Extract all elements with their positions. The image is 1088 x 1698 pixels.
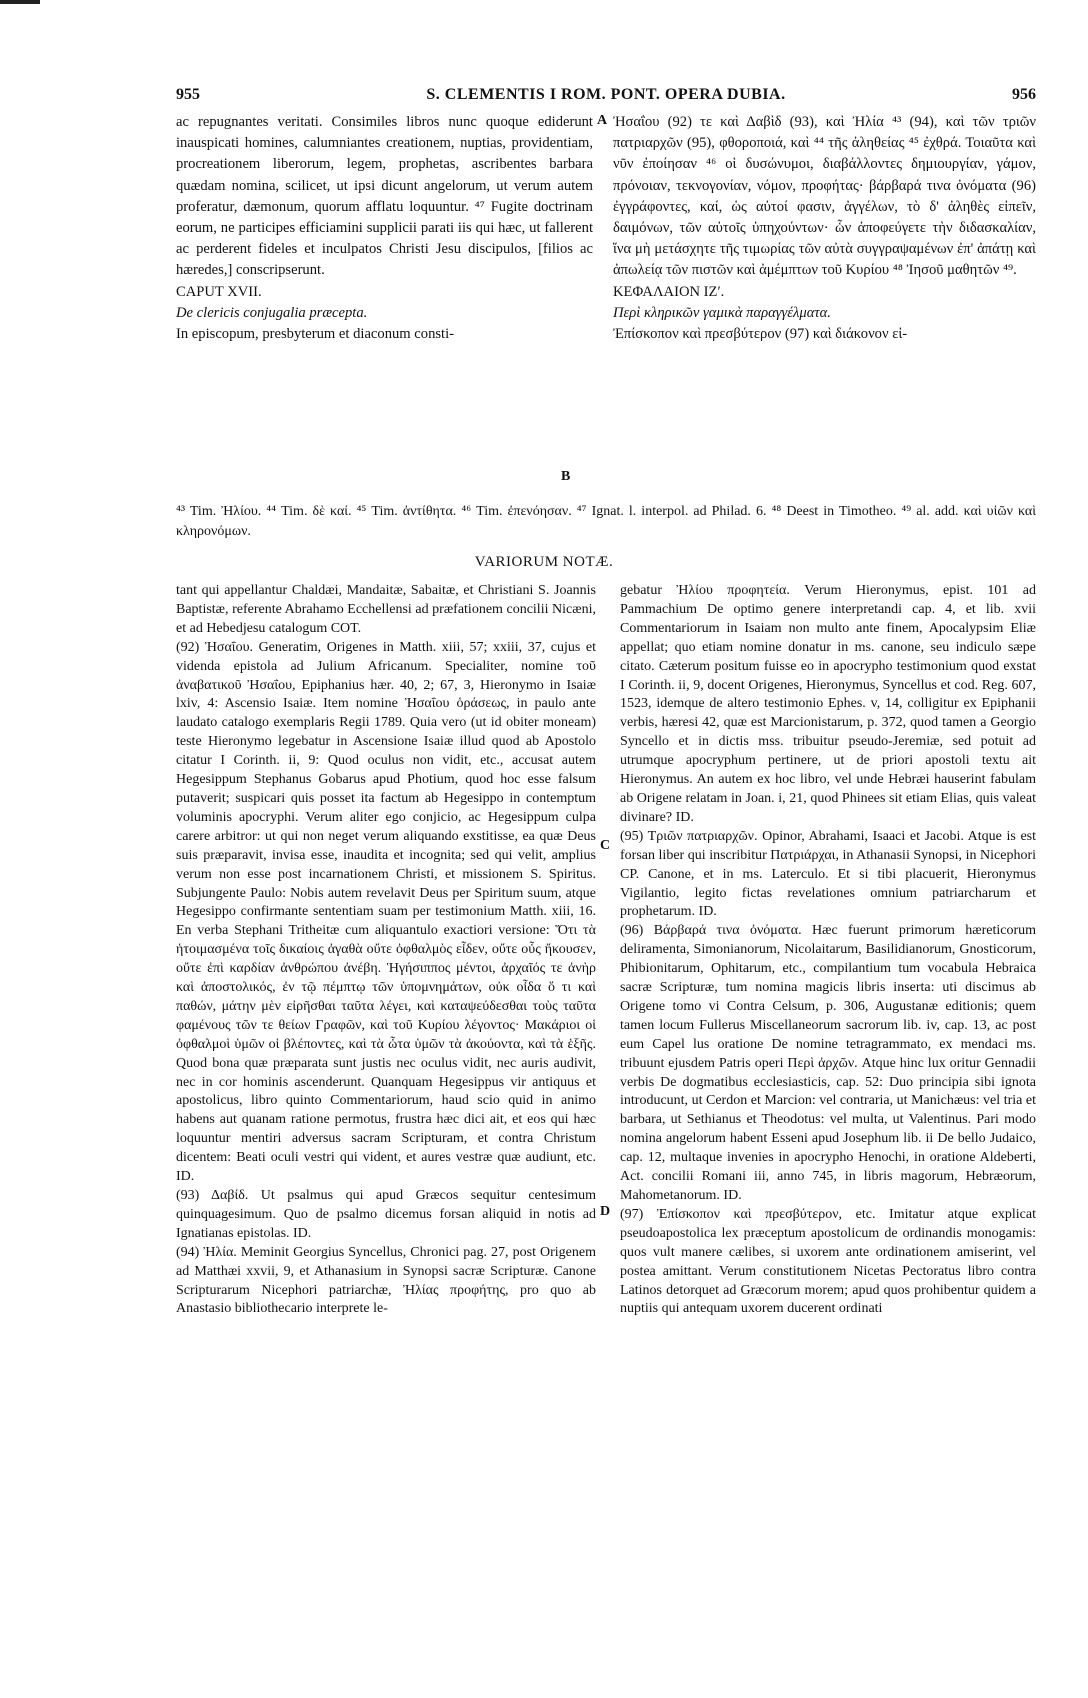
note-paragraph: tant qui appellantur Chaldæi, Mandaitæ, Sabaitæ, et Christiani S. Joannis Baptistæ, referente Abrahamo Ecchellensi ad præfationem concilii Nicæni, et ad Hebedjesu catalogum COT. <box>176 583 596 636</box>
variorum-notes <box>176 582 1036 1682</box>
latin-chapter-heading: CAPUT XVII. <box>176 283 262 300</box>
greek-chapter-subtitle: Περὶ κληρικῶν γαμικὰ παραγγέλματα. <box>613 304 831 321</box>
running-header <box>176 86 1036 110</box>
note-paragraph: (93) Δαβίδ. Ut psalmus qui apud Græcos sequitur centesimum quinquagesimum. Quo de psalmo dicemus forsan aliquid in notis ad Ignatianas epistolas. ID. <box>176 1188 596 1241</box>
main-text <box>176 112 1036 502</box>
running-title: S. CLEMENTIS I ROM. PONT. OPERA DUBIA. <box>426 86 786 103</box>
latin-chapter-subtitle: De clericis conjugalia præcepta. <box>176 304 368 321</box>
page-number-right: 956 <box>1012 86 1036 103</box>
notes-right-column <box>620 582 1036 1319</box>
note-paragraph: (97) Ἐπίσκοπον καὶ πρεσβύτερον, etc. Imitatur atque explicat pseudoapostolica lex præceptum apostolicum de ordinandis monogamis: quos vult manere cælibes, si uxorem ante ordinationem amiserint, vel postea amittant. Verum constitutionem Nicetas Pectoratus libro contra Latinos detorquet ad Græcorum morem; apud quos prohibentur quidem a nuptiis qui antequam uxorem ducerent ordinati <box>620 1206 1036 1317</box>
note-paragraph: (94) Ἠλία. Meminit Georgius Syncellus, Chronici pag. 27, post Origenem ad Matthæi xxvii, 9, et Athanasium in Synopsi sacræ Scripturæ. Canone Scripturarum Nicephori patriarchæ, Ἠλίας προφήτης, pro quo ab Anastasio bibliothecario interprete le- <box>176 1244 596 1317</box>
margin-letter-a: A <box>597 113 608 128</box>
note-paragraph: (95) Τριῶν πατριαρχῶν. Opinor, Abrahami, Isaaci et Jacobi. Atque is est forsan liber qui inscribitur Πατριάρχαι, in Athanasii Synopsi, in Nicephori CP. Canone, et in ms. Laterculo. Et si tibi placuerit, Hieronymus Vigilantio, legito fictas revelationes omnium patriarcharum et prophetarum. ID. <box>620 828 1036 920</box>
latin-paragraph-continued: In episcopum, presbyterum et diaconum consti- <box>176 326 455 343</box>
note-paragraph: (92) Ἠσαΐου. Generatim, Origenes in Matth. xiii, 57; xxiii, 37, cujus et videnda epistola ad Julium Africanum. Specialiter, nomine τοῦ ἀναβατικοῦ Ἠσαΐου, Epiphanius hær. 40, 2; 67, 3, Hieronymo in Isaiæ lxiv, 4: Ascensio Isaiæ. Item nomine Ἠσαΐου ὁράσεως, in paulo ante laudato catalogo exemplaris Regii 1789. Quia vero (ut id obiter moneam) teste Hieronymo legebatur in Ascensione Isaiæ illud quod ab Apostolo citatur I Corinth. ii, 9: Quod oculus non vidit, etc., accusat autem Hegesippum Stephanus Gobarus apud Photium, quod hoc esse falsum putaverit; suspicari quis posset ita factum ab Hegesippo in contemptum voluminis apocryphi. Verum aliter ego conjicio, ac Hegesippum culpa carere arbitror: ut qui non neget verum aliquando exstitisse, ea quæ Deus suis præparavit, invisa esse, inaudita et incognita; sed qui velit, amplius verum non esse post incarnationem Christi, et missionem S. Spiritus. Subjungente Paulo: Nobis autem revelavit Deus per Spiritum suum, atque Hegesippo confirmante sententiam suam per testimonium Matth. xiii, 16. En verba Stephani Tritheitæ cum aliquantulo exactiori versione: Ὅτι τὰ ἡτοιμασμένα τοῖς δικαίοις ἀγαθὰ οὔτε ὀφθαλμὸς εἶδεν, οὔτε οὖς ἤκουσεν, οὔτε ἐπὶ καρδίαν ἀνθρώπου ἀνέβη. Ἡγήσιππος μέντοι, ἀρχαῖός τε ἀνὴρ καὶ ἀποστολικός, ἐν τῷ πέμπτῳ τῶν ὑπομνημάτων, οὐκ οἶδα ὅ τι καὶ παθών, μάτην μὲν εἰρῆσθαι ταῦτα λέγει, καὶ καταψεύδεσθαι τοὺς ταῦτα φαμένους τῶν τε θείων Γραφῶν, καὶ τοῦ Κυρίου λέγοντος· Μακάριοι οἱ ὀφθαλμοὶ ὑμῶν οἱ βλέποντες, καὶ τὰ ὦτα ὑμῶν τὰ ἀκούοντα, καὶ τὰ ἑξῆς. Quod bona quæ præparata sunt justis nec oculus vidit, nec auris audivit, nec in cor hominis ascenderunt. Quanquam Hegesippus vir antiquus et apostolicus, libro quinto Commentariorum, haud scio quid in animo habens aut quanam ratione permotus, frustra hæc dici ait, et eos qui hæc loquuntur mentiri adversus sacram Scripturam, et contra Christum dicentem: Beati oculi vestri qui vident, et aures vestræ quæ audiunt, etc. ID. <box>176 639 596 1185</box>
page-number-left: 955 <box>176 86 200 103</box>
margin-letter-b: B <box>561 469 571 484</box>
greek-paragraph: Ἠσαΐου (92) τε καὶ Δαβὶδ (93), καὶ Ἠλία ⁴³ (94), καὶ τῶν τριῶν πατριαρχῶν (95), φθοροποιά, καὶ ⁴⁴ τῆς ἀληθείας ⁴⁵ ἐχθρά. Τοιαῦτα καὶ νῦν ἐποίησαν ⁴⁶ οἱ δυσώνυμοι, διαβάλλοντες δημιουργίαν, γάμον, πρόνοιαν, τεκνογονίαν, νόμον, προφήτας· βάρβαρά τινα ὀνόματα (96) ἐγγράφοντες, καί, ὡς αὐτοί φασιν, ἀγγέλων, τὸ δ' ἀληθὲς εἰπεῖν, δαιμόνων, τῶν αὐτοῖς ὑπηχούντων· ὧν ἀποφεύγετε τὴν διδασκαλίαν, ἵνα μὴ μετάσχητε τῆς τιμωρίας τῶν αὐτὰ συγγραψαμένων ἐπ' ἀπάτῃ καὶ ἀπωλείᾳ τῶν πιστῶν καὶ ἀμέμπτων τοῦ Κυρίου ⁴⁸ Ἰησοῦ μαθητῶν ⁴⁹. <box>613 114 1036 279</box>
greek-column <box>613 112 1036 345</box>
greek-chapter-heading: ΚΕΦΑΛΑΙΟΝ ΙΖʹ. <box>613 283 725 300</box>
greek-paragraph-continued: Ἐπίσκοπον καὶ πρεσβύτερον (97) καὶ διάκονον εἰ- <box>613 326 908 343</box>
margin-letter-d: D <box>600 1204 611 1219</box>
variorum-notes-title: VARIORUM NOTÆ. <box>474 554 614 570</box>
notes-left-column <box>176 582 596 1319</box>
note-paragraph: gebatur Ἠλίου προφητεία. Verum Hieronymus, epist. 101 ad Pammachium De optimo genere interpretandi cap. 4, et lib. xvii Commentariorum in Isaiam non multo ante finem, Apocalypsim Eliæ appellat; quo etiam nomine donatur in ms. canone, seu indiculo sæpe citato. Cæterum positum fuisse eo in apocrypho testimonium quod exstat I Corinth. ii, 9, docent Origenes, Hieronymus, Syncellus et cod. Reg. 607, 1523, idemque de altero testimonio Ephes. v, 14, colligitur ex Epiphanii verbis, hæresi 42, quæ est Marcionistarum, p. 372, quod tamen a Georgio Syncello et in dictis mss. tribuitur pseudo-Jeremiæ, sed potuit ad utrumque apocryphum pertinere, ut de priori apostoli textu ait Hieronymus. An autem ex hoc libro, vel unde Hebræi hauserint fabulam ab Origene relatam in Joan. i, 21, quod Phinees sit etiam Elias, quis valeat divinare? ID. <box>620 583 1036 825</box>
note-paragraph: (96) Βάρβαρά τινα ὀνόματα. Hæc fuerunt primorum hæreticorum deliramenta, Simonianorum, Nicolaitarum, Basilidianorum, Gnosticorum, Phibionitarum, Ophitarum, etc., compilantium tum vocabula Hebraica sacræ Scripturæ, tum nomina magicis libris inserta: uti discimus ab Origene tomo vi Contra Celsum, p. 306, Augustanæ editionis; quem tamen locum Fullerus Miscellaneorum sacrorum lib. iv, cap. 13, ac post eum Capel lus oratione De nomine tetragrammato, ex mendaci ms. tribuunt ejusdem Patris operi Περὶ ἀρχῶν. Atque hinc lux oritur Gennadii verbis De dogmatibus ecclesiasticis, cap. 52: Duo principia sibi ignota introducunt, ut Cerdon et Marcion: vel contraria, ut Manichæus: vel tria et barbara, ut Sethianus et Theodotus: vel multa, ut Valentinus. Pari modo nomina angelorum habent Esseni apud Josephum lib. ii De bello Judaico, cap. 12, multaque invenies in apocrypho Henochi, in oratione Aldeberti, Act. concilii Romani iii, anno 745, in libris magorum, Hebræorum, Mahometanorum. ID. <box>620 923 1036 1203</box>
margin-letter-c: C <box>600 838 611 853</box>
latin-paragraph: ac repugnantes veritati. Consimiles libros nunc quoque ediderunt inauspicati homines, calumniantes creationem, nuptias, providentiam, procreationem liberorum, legem, prophetas, ascribentes barbara quædam nomina, scilicet, ut ipsi dicunt angelorum, ut verum autem proferatur, dæmonum, quorum afflatu loquuntur. ⁴⁷ Fugite doctrinam eorum, ne participes efficiamini supplicii parati iis qui hæc, ut fallerent ac perderent fideles et inculpatos Christi Jesu discipulos, [filios ac hæredes,] conscripserunt. <box>176 114 593 279</box>
latin-column <box>176 112 593 345</box>
scan-edge-mark <box>0 0 40 4</box>
critical-apparatus: ⁴³ Tim. Ἠλίου. ⁴⁴ Tim. δὲ καί. ⁴⁵ Tim. ἀντίθητα. ⁴⁶ Tim. ἐπενόησαν. ⁴⁷ Ignat. l. interpol. ad Philad. 6. ⁴⁸ Deest in Timotheo. ⁴⁹ al. add. καὶ υἱῶν καὶ κληρονόμων. <box>176 504 1036 539</box>
